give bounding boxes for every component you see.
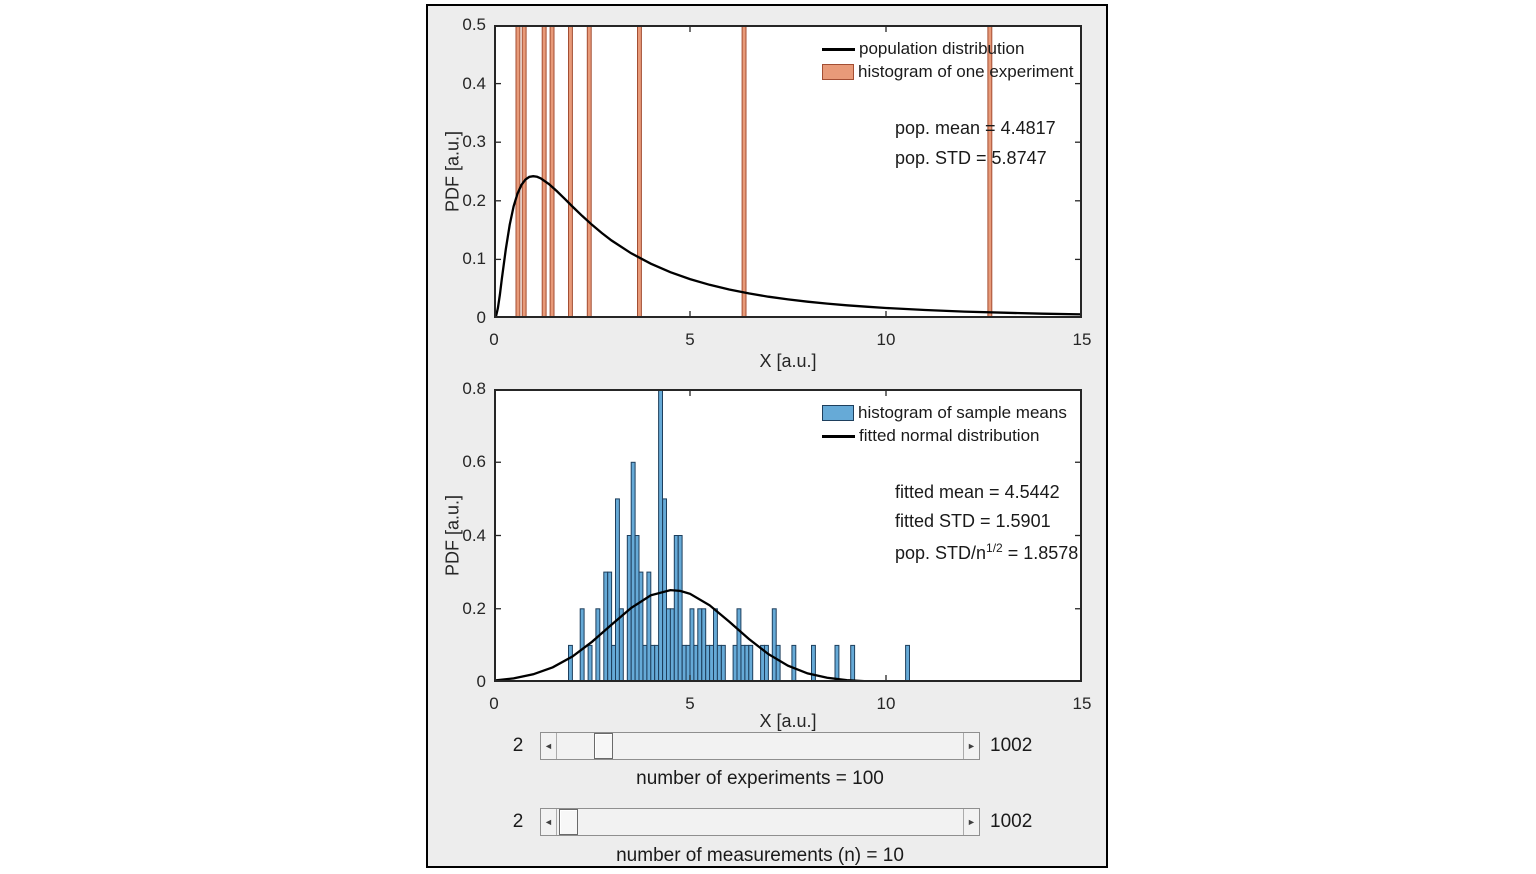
legend-label: population distribution (859, 39, 1025, 58)
x-tick-label: 0 (489, 694, 499, 713)
histogram-bar (792, 645, 796, 682)
left-arrow-icon: ◄ (544, 817, 553, 827)
slider-thumb[interactable] (559, 809, 578, 835)
legend-entry-fitted-normal (822, 427, 1067, 445)
x-tick-label: 5 (685, 694, 695, 713)
histogram-bar (596, 609, 600, 682)
x-tick-label: 0 (489, 330, 499, 349)
measurements-slider-max-label: 1002 (990, 811, 1033, 832)
pop-mean-annotation: pop. mean = 4.4817 (895, 118, 1056, 138)
legend-label: fitted normal distribution (859, 426, 1040, 445)
histogram-bar (588, 645, 592, 682)
y-tick-label: 0.6 (462, 452, 486, 472)
histogram-bar (569, 645, 573, 682)
histogram-bar (643, 645, 647, 682)
histogram-bar (710, 645, 714, 682)
histogram-bar (638, 25, 642, 318)
y-tick-label: 0 (476, 672, 486, 691)
histogram-bar (569, 25, 573, 318)
histogram-bar (706, 645, 710, 682)
histogram-bar (776, 645, 780, 682)
slider-left-arrow-button[interactable] (541, 809, 557, 835)
y-tick-label: 0.2 (462, 190, 486, 210)
histogram-bar (682, 645, 686, 682)
x-axis-label: X [a.u.] (759, 711, 817, 731)
experiments-slider-min-label: 2 (512, 735, 524, 756)
slider-right-arrow-button[interactable] (963, 733, 979, 759)
histogram-bar (651, 645, 655, 682)
histogram-bar (655, 645, 659, 682)
legend (822, 40, 1073, 81)
histogram-bar (550, 25, 554, 318)
x-tick-label: 5 (685, 330, 695, 349)
measurements-slider-min-label: 2 (512, 811, 524, 832)
figure-window (426, 4, 1108, 868)
slider-thumb[interactable] (594, 733, 613, 759)
slider-right-arrow-button[interactable] (963, 809, 979, 835)
y-tick-label: 0.8 (462, 379, 486, 398)
histogram-bar (745, 645, 749, 682)
histogram-bar (721, 645, 725, 682)
y-tick-label: 0 (476, 308, 486, 327)
left-arrow-icon: ◄ (544, 741, 553, 751)
legend (822, 404, 1067, 445)
histogram-bar (690, 609, 694, 682)
y-axis-label: PDF [a.u.] (442, 130, 463, 213)
right-arrow-icon: ► (967, 817, 976, 827)
legend-label: histogram of one experiment (858, 62, 1074, 81)
measurements-slider[interactable] (540, 808, 980, 836)
histogram-bar (674, 536, 678, 683)
y-axis-label: PDF [a.u.] (442, 494, 463, 577)
slider-channel[interactable] (556, 733, 964, 759)
x-axis-label: X [a.u.] (759, 351, 817, 371)
experiments-slider-max-label: 1002 (990, 735, 1033, 756)
sample-means-axes (442, 379, 1092, 731)
right-arrow-icon: ► (967, 741, 976, 751)
annotation-superscript: 1/2 (986, 541, 1003, 555)
histogram-bar (741, 645, 745, 682)
y-tick-label: 0.4 (462, 525, 486, 545)
histogram-bar (698, 609, 702, 682)
histogram-bar (717, 645, 721, 682)
histogram-bar (587, 25, 591, 318)
y-tick-label: 0.3 (462, 132, 486, 152)
slider-channel[interactable] (556, 809, 964, 835)
pop-std-annotation: pop. STD = 5.8747 (895, 148, 1047, 168)
legend-patch-icon (822, 64, 854, 80)
histogram-bar (678, 536, 682, 683)
histogram-bar (694, 645, 698, 682)
histogram-bar (522, 25, 526, 318)
histogram-bar (835, 645, 839, 682)
histogram-bar (639, 572, 643, 682)
histogram-bar (612, 645, 616, 682)
histogram-bar (714, 609, 718, 682)
histogram-bar (647, 572, 651, 682)
histogram-bar (906, 645, 910, 682)
histogram-bar (659, 389, 663, 682)
histogram-bar (616, 499, 620, 682)
histogram-bar (670, 609, 674, 682)
x-tick-label: 15 (1072, 694, 1092, 713)
y-tick-label: 0.5 (462, 15, 486, 34)
x-tick-label: 15 (1072, 330, 1092, 349)
histogram-bar (733, 645, 737, 682)
measurements-caption: number of measurements (n) = 10 (616, 845, 904, 866)
histogram-bar (702, 609, 706, 682)
annotation-text: = 1.8578 (1002, 543, 1079, 563)
x-tick-label: 10 (876, 330, 896, 349)
histogram-bar (667, 609, 671, 682)
population-distribution-axes (442, 15, 1092, 371)
histogram-bar (631, 462, 635, 682)
legend-label: histogram of sample means (858, 403, 1067, 422)
histogram-bar (851, 645, 855, 682)
histogram-bar (772, 609, 776, 682)
histogram-bar (737, 609, 741, 682)
legend-line-icon (822, 435, 855, 438)
x-tick-label: 10 (876, 694, 896, 713)
experiments-slider[interactable] (540, 732, 980, 760)
distribution-curve (495, 176, 1082, 318)
legend-entry-sample-means (822, 404, 1067, 422)
legend-line-icon (822, 48, 855, 51)
histogram-bar (542, 25, 546, 318)
y-tick-label: 0.4 (462, 73, 486, 93)
legend-patch-icon (822, 405, 854, 421)
histogram-bar (812, 645, 816, 682)
y-tick-label: 0.1 (462, 249, 486, 269)
legend-entry-population (822, 40, 1073, 58)
fitted-std-annotation: fitted STD = 1.5901 (895, 511, 1051, 531)
histogram-bar (635, 536, 639, 683)
slider-left-arrow-button[interactable] (541, 733, 557, 759)
histogram-bar (749, 645, 753, 682)
legend-entry-histogram (822, 63, 1073, 81)
fitted-mean-annotation: fitted mean = 4.5442 (895, 482, 1060, 502)
experiments-caption: number of experiments = 100 (636, 768, 884, 789)
histogram-bar (619, 609, 623, 682)
y-tick-label: 0.2 (462, 598, 486, 618)
pop-std-over-sqrt-n-annotation (895, 541, 1078, 564)
annotation-text: pop. STD/n (895, 543, 987, 563)
histogram-bar (516, 25, 520, 318)
histogram-bar (580, 609, 584, 682)
histogram-bar (742, 25, 746, 318)
